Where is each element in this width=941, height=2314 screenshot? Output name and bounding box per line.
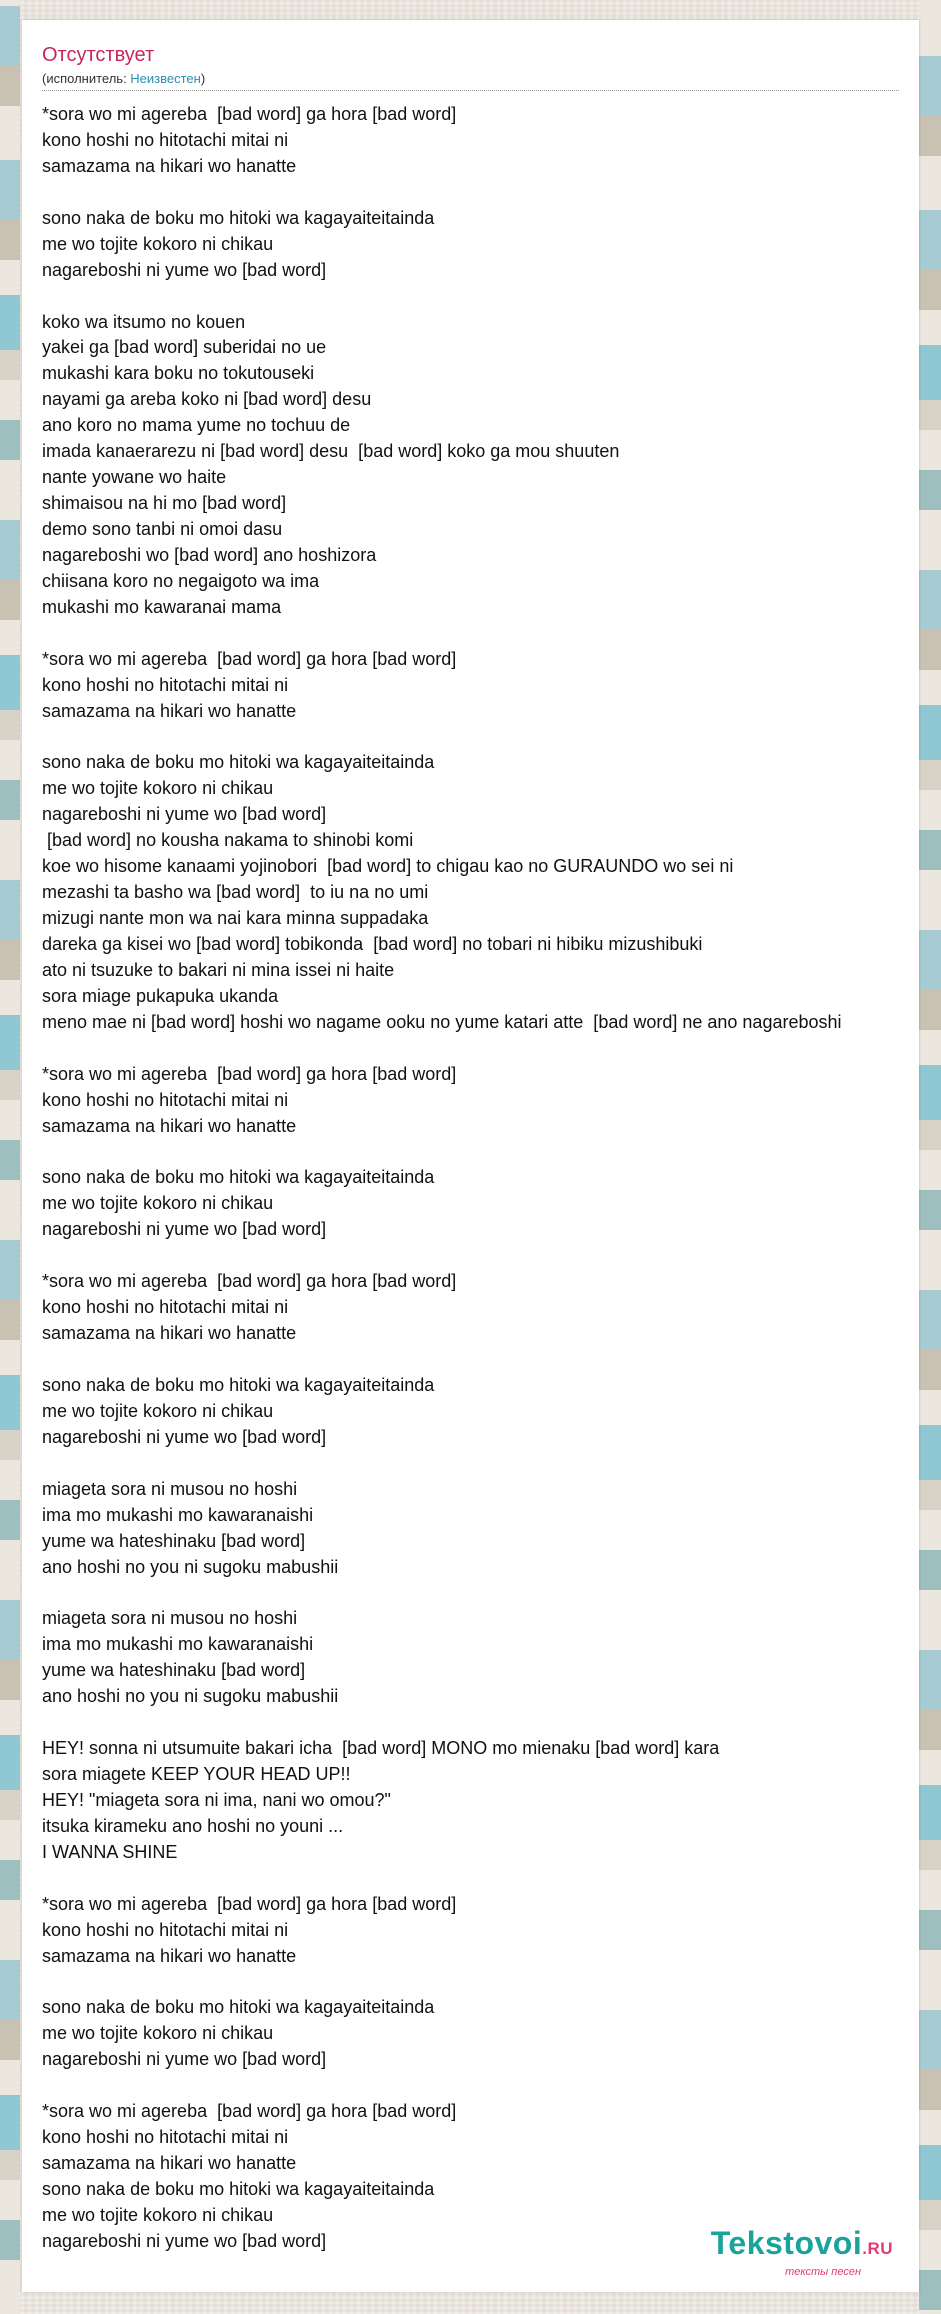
lyric-line: mezashi ta basho wa [bad word] to iu na no umi xyxy=(42,882,429,903)
lyrics-card xyxy=(22,20,919,2292)
lyric-line xyxy=(42,1140,941,1166)
lyric-line: koe wo hisome kanaami yojinobori [bad word] to chigau kao no GURAUNDO wo sei ni xyxy=(42,856,734,877)
lyric-line: nayami ga areba koko ni [bad word] desu xyxy=(42,389,372,410)
lyric-line xyxy=(42,1243,941,1269)
lyric-line: sono naka de boku mo hitoki wa kagayaiteitainda xyxy=(42,207,435,228)
lyric-line: samazama na hikari wo hanatte xyxy=(42,155,297,176)
lyric-line: demo sono tanbi ni omoi dasu xyxy=(42,519,283,539)
lyric-line: samazama na hikari wo hanatte xyxy=(42,2153,297,2174)
lyric-line: nagareboshi wo [bad word] ano hoshizora xyxy=(42,544,377,565)
lyric-line xyxy=(42,1866,941,1892)
lyric-line: sono naka de boku mo hitoki wa kagayaiteitainda xyxy=(42,1167,435,1188)
lyric-line: samazama na hikari wo hanatte xyxy=(42,1945,297,1966)
lyric-line: nagareboshi ni yume wo [bad word] xyxy=(42,259,327,280)
lyric-line: *sora wo mi agereba [bad word] ga hora [bad word] xyxy=(42,1063,457,1084)
lyric-line: *sora wo mi agereba [bad word] ga hora [bad word] xyxy=(42,1893,457,1914)
lyric-line: nagareboshi ni yume wo [bad word] xyxy=(42,804,327,825)
lyric-line: me wo tojite kokoro ni chikau xyxy=(42,778,274,799)
lyric-line: me wo tojite kokoro ni chikau xyxy=(42,2023,274,2044)
lyric-line: sora miagete KEEP YOUR HEAD UP!! xyxy=(42,1764,351,1784)
site-logo[interactable] xyxy=(711,2226,893,2278)
lyric-line: me wo tojite kokoro ni chikau xyxy=(42,1193,274,1214)
lyric-line: *sora wo mi agereba [bad word] ga hora [bad word] xyxy=(42,1271,457,1292)
lyric-line: ano hoshi no you ni sugoku mabushii xyxy=(42,1686,339,1707)
lyric-line: nagareboshi ni yume wo [bad word] xyxy=(42,2049,327,2070)
lyric-line: meno mae ni [bad word] hoshi wo nagame ooku no yume katari atte [bad word] ne ano nagareboshi xyxy=(42,1011,842,1032)
lyric-line xyxy=(42,1451,941,1477)
lyric-line: yume wa hateshinaku [bad word] xyxy=(42,1660,306,1681)
lyric-line xyxy=(42,621,941,647)
logo-name: Tekstovoi xyxy=(710,2225,863,2261)
lyric-line xyxy=(42,1970,941,1996)
lyric-line xyxy=(42,1580,941,1606)
lyric-line: kono hoshi no hitotachi mitai ni xyxy=(42,674,289,695)
lyrics-text xyxy=(42,102,941,2255)
artist-suffix: ) xyxy=(200,71,206,86)
lyric-line: sono naka de boku mo hitoki wa kagayaiteitainda xyxy=(42,2179,435,2199)
lyric-line: dareka ga kisei wo [bad word] tobikonda [bad word] no tobari ni hibiku mizushibuki xyxy=(42,934,703,954)
lyric-line xyxy=(42,284,941,310)
lyric-line: kono hoshi no hitotachi mitai ni xyxy=(42,1919,289,1940)
song-title: Отсутствует xyxy=(42,44,155,66)
lyric-line: [bad word] no kousha nakama to shinobi komi xyxy=(42,830,414,851)
lyric-line: yakei ga [bad word] suberidai no ue xyxy=(42,337,327,358)
lyric-line: sono naka de boku mo hitoki wa kagayaiteitainda xyxy=(42,1374,435,1395)
lyric-line: itsuka kirameku ano hoshi no youni ... xyxy=(42,1815,344,1836)
lyric-line: ano hoshi no you ni sugoku mabushii xyxy=(42,1556,339,1577)
left-decorative-stripes xyxy=(0,0,20,2314)
lyric-line: miageta sora ni musou no hoshi xyxy=(42,1608,298,1629)
lyric-line: mukashi kara boku no tokutouseki xyxy=(42,363,315,384)
lyric-line: koko wa itsumo no kouen xyxy=(42,311,246,332)
lyric-line: mukashi mo kawaranai mama xyxy=(42,596,282,617)
logo-domain: .RU xyxy=(862,2239,893,2258)
lyric-line xyxy=(42,2073,941,2099)
artist-prefix: (исполнитель: xyxy=(42,71,131,86)
lyric-line: nagareboshi ni yume wo [bad word] xyxy=(42,1219,327,1240)
lyric-line: imada kanaerarezu ni [bad word] desu [bad word] koko ga mou shuuten xyxy=(42,441,620,462)
lyric-line: me wo tojite kokoro ni chikau xyxy=(42,1400,274,1421)
lyric-line: kono hoshi no hitotachi mitai ni xyxy=(42,1297,289,1318)
lyric-line: me wo tojite kokoro ni chikau xyxy=(42,2204,274,2225)
lyric-line: ano koro no mama yume no tochuu de xyxy=(42,415,351,436)
lyric-line: HEY! sonna ni utsumuite bakari icha [bad word] MONO mo mienaku [bad word] kara xyxy=(42,1738,720,1759)
lyric-line: *sora wo mi agereba [bad word] ga hora [bad word] xyxy=(42,2101,457,2122)
lyric-line xyxy=(42,1710,941,1736)
artist-link[interactable]: Неизвестен xyxy=(130,71,201,86)
lyric-line: miageta sora ni musou no hoshi xyxy=(42,1478,298,1499)
lyric-line: samazama na hikari wo hanatte xyxy=(42,1323,297,1344)
lyric-line xyxy=(42,1347,941,1373)
lyric-line: kono hoshi no hitotachi mitai ni xyxy=(42,129,289,150)
lyric-line: ima mo mukashi mo kawaranaishi xyxy=(42,1504,314,1525)
lyric-line: nante yowane wo haite xyxy=(42,467,227,488)
lyric-line: sora miage pukapuka ukanda xyxy=(42,985,279,1006)
lyric-line: shimaisou na hi mo [bad word] xyxy=(42,493,287,514)
lyric-line: sono naka de boku mo hitoki wa kagayaiteitainda xyxy=(42,1997,435,2018)
lyric-line: me wo tojite kokoro ni chikau xyxy=(42,233,274,254)
lyric-line xyxy=(42,725,941,751)
lyric-line: I WANNA SHINE xyxy=(42,1841,178,1862)
lyric-line: HEY! "miageta sora ni ima, nani wo omou?" xyxy=(42,1789,391,1810)
lyric-line: *sora wo mi agereba [bad word] ga hora [bad word] xyxy=(42,648,457,669)
logo-tagline: тексты песен xyxy=(785,2266,861,2278)
lyric-line: samazama na hikari wo hanatte xyxy=(42,1115,297,1136)
artist-line xyxy=(42,71,205,86)
lyric-line: kono hoshi no hitotachi mitai ni xyxy=(42,2127,289,2148)
lyric-line: samazama na hikari wo hanatte xyxy=(42,700,297,721)
lyric-line: chiisana koro no negaigoto wa ima xyxy=(42,570,320,591)
lyric-line: yume wa hateshinaku [bad word] xyxy=(42,1530,306,1551)
lyric-line xyxy=(42,180,941,206)
lyric-line: kono hoshi no hitotachi mitai ni xyxy=(42,1089,289,1110)
lyric-line: sono naka de boku mo hitoki wa kagayaiteitainda xyxy=(42,752,435,773)
lyric-line: ato ni tsuzuke to bakari ni mina issei ni haite xyxy=(42,959,395,980)
lyric-line: nagareboshi ni yume wo [bad word] xyxy=(42,1426,327,1447)
lyric-line: nagareboshi ni yume wo [bad word] xyxy=(42,2230,327,2251)
title-divider xyxy=(42,90,899,91)
lyric-line: mizugi nante mon wa nai kara minna suppadaka xyxy=(42,908,429,929)
lyric-line: ima mo mukashi mo kawaranaishi xyxy=(42,1634,314,1655)
lyric-line xyxy=(42,1036,941,1062)
lyric-line: *sora wo mi agereba [bad word] ga hora [bad word] xyxy=(42,104,457,124)
